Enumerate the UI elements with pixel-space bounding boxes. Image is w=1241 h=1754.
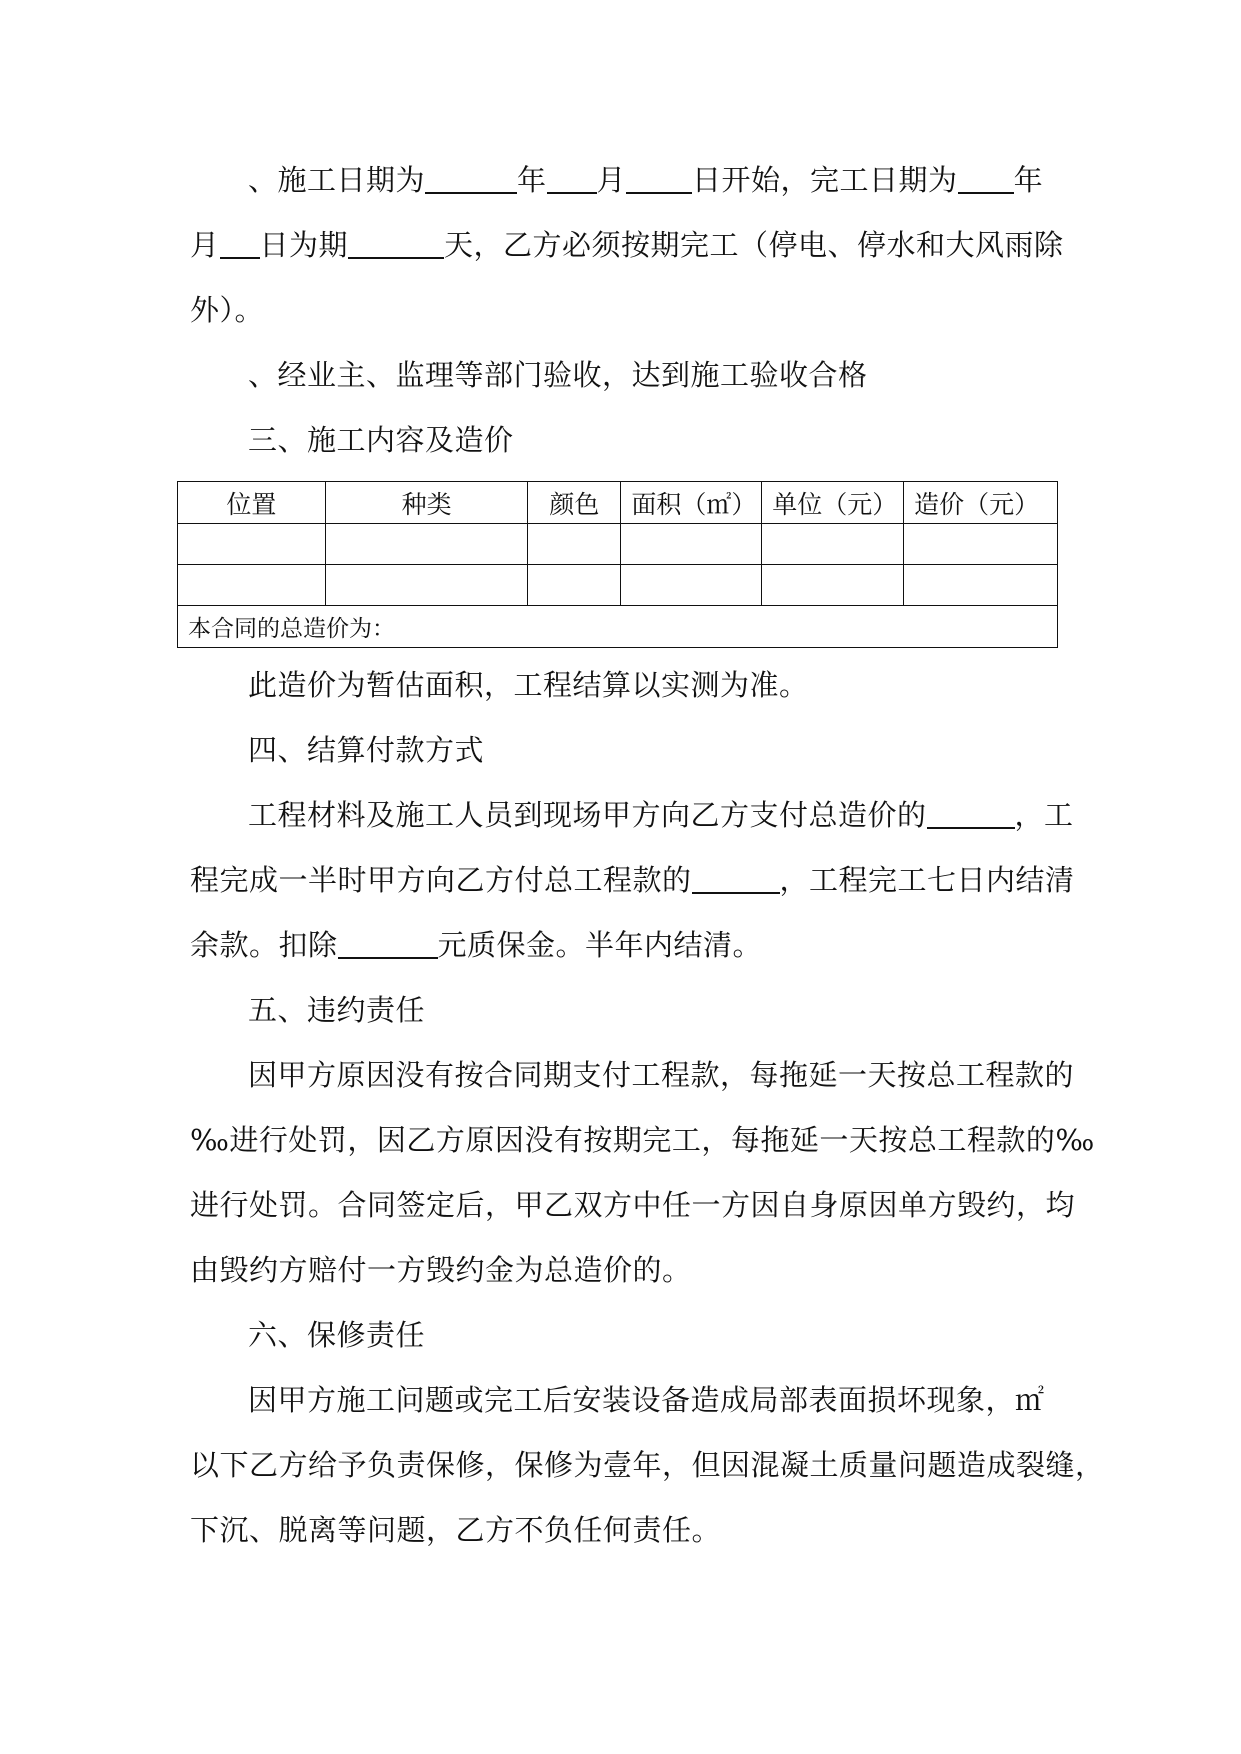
- header-unit-price: 单位（元）: [762, 482, 904, 524]
- midway-payment-blank: [692, 862, 780, 894]
- payment-line-2: [190, 860, 1075, 900]
- schedule-text: 、施工日期为: [248, 163, 426, 197]
- schedule-line-2: [190, 225, 1070, 265]
- section-3-title: 三、施工内容及造价: [248, 423, 514, 457]
- schedule-line-3: [190, 290, 1070, 330]
- schedule-text: 天，乙方必须按期完工（停电、停水和大风雨除: [444, 228, 1064, 262]
- table-cell: [178, 524, 326, 565]
- header-location: 位置: [178, 482, 326, 524]
- warranty-line-3: 下沉、脱离等问题，乙方不负任何责任。: [190, 1513, 722, 1547]
- section-5-title: 五、违约责任: [248, 993, 426, 1027]
- schedule-line-1: [248, 160, 1070, 200]
- table-cell: [904, 524, 1058, 565]
- table-cell: [178, 565, 326, 606]
- section-6-title: 六、保修责任: [248, 1318, 426, 1352]
- start-day-blank: [626, 162, 692, 194]
- payment-line-1: [248, 795, 1074, 835]
- payment-text: 元质保金。半年内结清。: [437, 928, 763, 962]
- payment-text: ，工程完工七日内结清: [779, 863, 1075, 897]
- table-row: [178, 524, 1058, 565]
- schedule-text: 日开始，完工日期为: [692, 163, 958, 197]
- liability-line-3: 进行处罚。合同签定后，甲乙双方中任一方因自身原因单方毁约，均: [190, 1188, 1076, 1222]
- construction-content-table: [177, 481, 1058, 648]
- payment-text: ，工: [1014, 798, 1074, 832]
- table-cell: [528, 524, 621, 565]
- payment-text: 工程材料及施工人员到现场甲方向乙方支付总造价的: [248, 798, 927, 832]
- schedule-text: 月: [596, 163, 627, 197]
- table-row: [178, 565, 1058, 606]
- warranty-line-1: 因甲方施工问题或完工后安装设备造成局部表面损坏现象，㎡: [248, 1383, 1045, 1417]
- table-cell: [762, 565, 904, 606]
- header-cost: 造价（元）: [904, 482, 1058, 524]
- header-type: 种类: [325, 482, 528, 524]
- liability-line-4: 由毁约方赔付一方毁约金为总造价的。: [190, 1253, 692, 1287]
- table-cell: [621, 524, 762, 565]
- payment-text: 程完成一半时甲方向乙方付总工程款的: [190, 863, 692, 897]
- header-area: 面积（㎡）: [621, 482, 762, 524]
- schedule-text: 年: [517, 163, 547, 197]
- start-month-blank: [547, 162, 597, 194]
- schedule-text: 年: [1013, 163, 1044, 197]
- start-year-blank: [425, 162, 517, 194]
- table-cell: [325, 524, 528, 565]
- schedule-text: 外）。: [190, 293, 265, 327]
- table-cell: [904, 565, 1058, 606]
- liability-line-1: 因甲方原因没有按合同期支付工程款，每拖延一天按总工程款的: [248, 1058, 1075, 1092]
- warranty-line-2: 以下乙方给予负责保修，保修为壹年，但因混凝土质量问题造成裂缝，: [190, 1448, 1105, 1482]
- header-color: 颜色: [528, 482, 621, 524]
- table-cell: [528, 565, 621, 606]
- table-total-row: [178, 606, 1058, 648]
- schedule-text: 月: [190, 228, 220, 262]
- table-cell: [325, 565, 528, 606]
- warranty-deposit-blank: [338, 927, 438, 959]
- duration-days-blank: [348, 227, 444, 259]
- initial-payment-blank: [927, 797, 1015, 829]
- liability-line-2: ‰进行处罚，因乙方原因没有按期完工，每拖延一天按总工程款的‰: [190, 1123, 1095, 1157]
- total-cost-label: 本合同的总造价为：: [178, 606, 1058, 648]
- end-month-blank: [220, 227, 260, 259]
- section-4-title: 四、结算付款方式: [248, 733, 485, 767]
- table-cell: [762, 524, 904, 565]
- acceptance-line: 、经业主、监理等部门验收，达到施工验收合格: [248, 358, 868, 392]
- table-cell: [621, 565, 762, 606]
- table-header-row: [178, 482, 1058, 524]
- estimate-note: 此造价为暂估面积，工程结算以实测为准。: [248, 668, 809, 702]
- payment-line-3: [190, 925, 1070, 965]
- schedule-text: 日为期: [259, 228, 349, 262]
- payment-text: 余款。扣除: [190, 928, 338, 962]
- end-year-blank: [958, 162, 1014, 194]
